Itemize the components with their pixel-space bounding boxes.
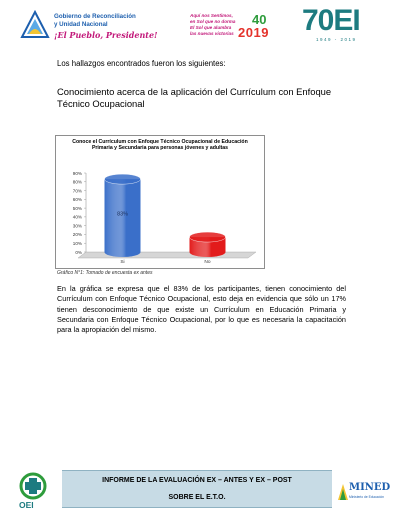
x-category-label: Si [120, 260, 125, 265]
bar-data-label: 83% [117, 211, 128, 218]
footer-title-line2: SOBRE EL E.T.O. [168, 494, 226, 501]
bar-chart [56, 136, 264, 268]
oei-emblem-icon [16, 472, 50, 500]
footer-title-line1: INFORME DE LA EVALUACIÓN EX – ANTES Y EX – POST [102, 477, 292, 484]
government-slogan: ¡El Pueblo, Presidente! [54, 30, 158, 40]
intro-text: Los hallazgos encontrados fueron los siguientes: [57, 59, 226, 68]
oei-footer-logo [16, 472, 50, 512]
y-tick-label: 90% [72, 170, 82, 176]
anniversary-text-line4: las nuevas victorias [190, 31, 234, 36]
anniversary-text-line2: en Sol que no dorma [190, 19, 236, 24]
anniversary-text-line1: Aquí nos Sentimos, [190, 13, 233, 18]
y-tick-label: 40% [72, 214, 82, 220]
chart-floor [78, 252, 256, 258]
oei-70-brand: 70EI [302, 4, 360, 37]
bar-top-no [190, 232, 226, 242]
oei-70-years: 1949 - 2019 [316, 37, 357, 42]
government-logo [20, 10, 190, 44]
mined-logo [338, 482, 396, 506]
government-name-line1: Gobierno de Reconciliación [54, 13, 136, 20]
chart-container [55, 135, 265, 269]
y-tick-label: 30% [72, 223, 82, 229]
anniversary-text-line3: El Sol que alumbra [190, 25, 232, 30]
y-tick-label: 50% [72, 205, 82, 211]
oei-70-logo [302, 4, 384, 44]
anniversary-logo [190, 10, 290, 44]
nicaragua-emblem-icon [20, 10, 50, 40]
analysis-paragraph: En la gráfica se expresa que el 83% de los participantes, tienen conocimiento del Currículum con Enfoque Técnico Ocupacional, esto deja en evidencia que sólo un 17% tienen desconocimiento de que existe un Currículum en Educación Primaria y Secundaria con Enfoque Técnico Ocupacional, por lo que es necesaria la capacitación para la apropiación del mismo. [57, 284, 346, 335]
y-tick-label: 60% [72, 197, 82, 203]
footer-banner [62, 470, 332, 508]
y-tick-label: 0% [75, 249, 82, 255]
y-tick-label: 70% [72, 188, 82, 194]
page-header [0, 0, 400, 52]
oei-footer-text: OEI [19, 500, 34, 510]
section-heading: Conocimiento acerca de la aplicación del Currículum con Enfoque Técnico Ocupacional [57, 86, 332, 109]
anniversary-year: 2019 [238, 25, 269, 40]
x-category-label: No [204, 260, 211, 265]
bar-top-si [105, 174, 141, 184]
y-tick-label: 10% [72, 241, 82, 247]
government-name-line2: y Unidad Nacional [54, 21, 108, 28]
mined-emblem-icon [338, 484, 348, 500]
y-tick-label: 20% [72, 232, 82, 238]
y-tick-label: 80% [72, 179, 82, 185]
chart-caption: Gráfico N°1: Tomado de encuesta ex antes [57, 270, 153, 276]
anniversary-number: 40 [252, 12, 267, 27]
bar-shading-si [105, 179, 141, 257]
mined-logo-text: MINED [349, 482, 391, 493]
mined-logo-subtext: Ministerio de Educación [349, 495, 385, 499]
chart-title: Conoce el Currículum con Enfoque Técnico Ocupacional de Educación Primaria y Secundaria para personas jóvenes y adultas [72, 139, 248, 152]
